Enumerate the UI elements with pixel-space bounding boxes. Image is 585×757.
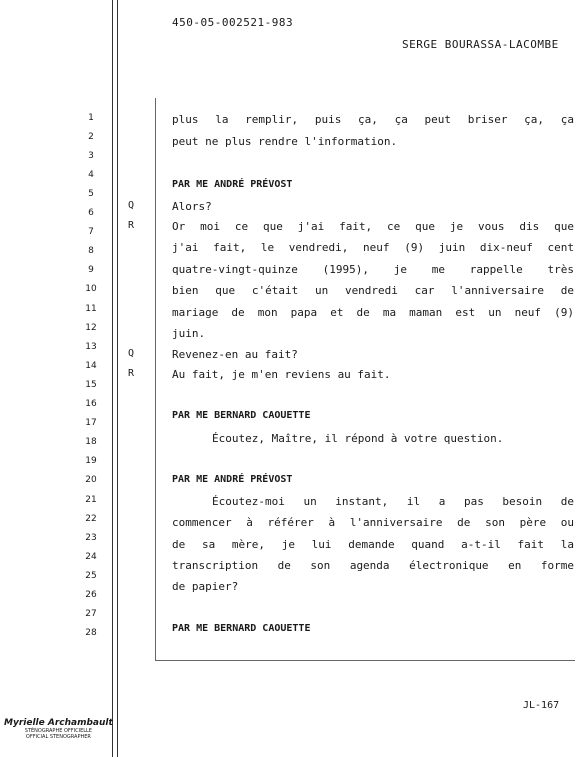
line-number: 23 [85,533,97,543]
line-number: 4 [88,170,94,180]
line-number: 19 [85,456,97,466]
text-frame-left [155,98,156,660]
transcript-line: j'ai fait, le vendredi, neuf (9) juin dix-neuf cent [172,241,574,254]
line-number: 8 [88,246,94,256]
file-number: 450-05-002521-983 [172,16,294,29]
line-number: 10 [85,284,97,294]
stenographer-name: Myrielle Archambault [4,718,113,728]
answer-marker: R [128,220,135,231]
witness-name: SERGE BOURASSA-LACOMBE [402,38,559,51]
line-number: 16 [85,399,97,409]
transcript-line: mariage de mon papa et de ma maman est un neuf (9) [172,306,574,319]
stenographer-title-en: OFFICIAL STENOGRAPHER [25,734,91,740]
speaker-heading: PAR ME BERNARD CAOUETTE [172,410,311,421]
line-number: 25 [85,571,97,581]
line-number: 20 [85,475,97,485]
transcript-line: juin. [172,327,206,340]
line-number: 27 [85,609,97,619]
transcript-line: Au fait, je m'en reviens au fait. [172,368,391,381]
line-number: 18 [85,437,97,447]
line-number: 13 [85,342,97,352]
line-number: 6 [88,208,94,218]
stenographer-signature [4,718,113,740]
transcript-line: commencer à référer à l'anniversaire de son père ou [172,516,574,529]
line-number: 11 [85,304,97,314]
line-number: 26 [85,590,97,600]
line-number: 17 [85,418,97,428]
transcript-line: peut ne plus rendre l'information. [172,135,398,148]
line-number: 15 [85,380,97,390]
line-number: 28 [85,628,97,638]
page-id: JL-167 [523,700,560,711]
question-marker: Q [128,200,135,211]
transcript-line: Écoutez, Maître, il répond à votre question. [212,432,504,445]
transcript-line: Alors? [172,200,212,213]
transcript-line: quatre-vingt-quinze (1995), je me rappelle très [172,263,574,276]
line-number: 24 [85,552,97,562]
line-number: 14 [85,361,97,371]
stenographer-title-fr: STÉNOGRAPHE OFFICIELLE [24,728,92,734]
transcript-line: de papier? [172,580,239,593]
line-number: 2 [88,132,94,142]
transcript-line: Écoutez-moi un instant, il a pas besoin de [212,495,574,508]
speaker-heading: PAR ME BERNARD CAOUETTE [172,623,311,634]
transcript-line: transcription de son agenda électronique en forme [172,559,574,572]
line-number: 21 [85,495,97,505]
speaker-heading: PAR ME ANDRÉ PRÉVOST [172,179,293,190]
transcript-line: Or moi ce que j'ai fait, ce que je vous dis que [172,220,574,233]
transcript-line: bien que c'était un vendredi car l'anniversaire de [172,284,574,297]
transcript-line: Revenez-en au fait? [172,348,298,361]
line-number: 3 [88,151,94,161]
margin-rule-1 [112,0,113,757]
line-number: 12 [85,323,97,333]
line-number: 9 [88,265,94,275]
text-frame-bottom [155,660,575,661]
transcript-line: plus la remplir, puis ça, ça peut briser ça, ça [172,113,574,126]
transcript-line: de sa mère, je lui demande quand a-t-il fait la [172,538,574,551]
line-number: 5 [88,189,94,199]
question-marker: Q [128,348,135,359]
answer-marker: R [128,368,135,379]
line-number: 7 [88,227,94,237]
margin-rule-2 [117,0,118,757]
line-number: 22 [85,514,97,524]
speaker-heading: PAR ME ANDRÉ PRÉVOST [172,474,293,485]
line-number: 1 [88,113,94,123]
